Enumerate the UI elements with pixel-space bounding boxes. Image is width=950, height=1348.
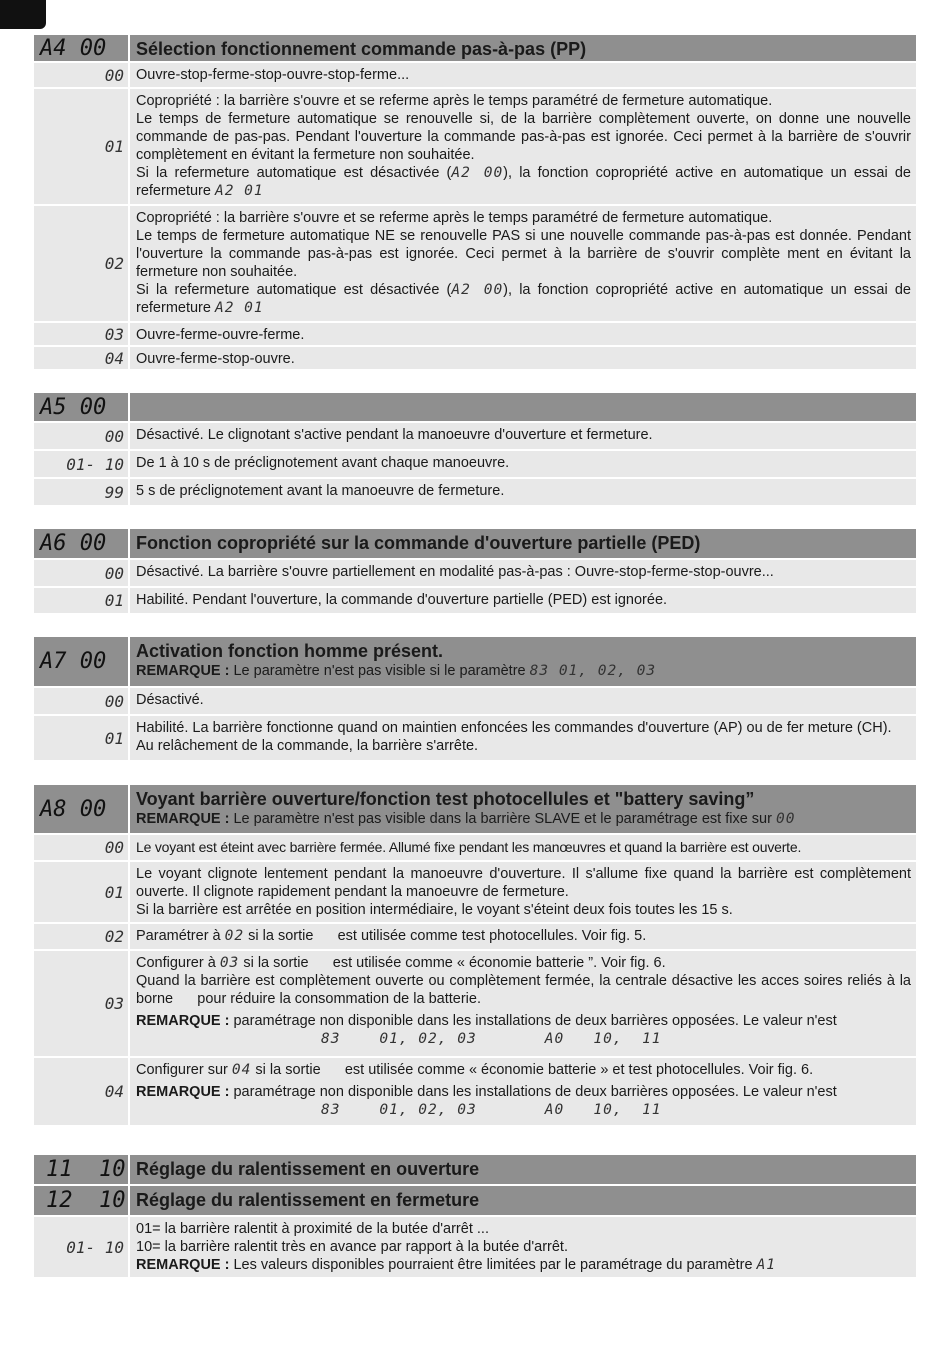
option-code: 01 (34, 716, 128, 760)
section-title: Fonction copropriété sur la commande d'ouverture partielle (PED) (130, 529, 916, 558)
section-a7 (34, 637, 916, 762)
section-a6 (34, 529, 916, 615)
option-code: 00 (34, 423, 128, 449)
option-text: Ouvre-ferme-ouvre-ferme. (130, 323, 916, 345)
option-text: Habilité. Pendant l'ouverture, la commande d'ouverture partielle (PED) est ignorée. (130, 588, 916, 613)
option-text: Configurer à 03 si la sortie est utilisée comme « économie batterie ”. Voir fig. 6. Quand la barrière est complètement ouverte ou complètement fermée, la centrale désactive les acces soires reliés à la borne pour réduire la consommation de la batterie. REMARQUE : paramétrage non disponible dans les installations de deux barrières opposées. Le valeur n'est 83 01, 02, 03 A0 10, 11 (130, 951, 916, 1056)
section-title: Réglage du ralentissement en fermeture (130, 1186, 916, 1215)
section-title: Voyant barrière ouverture/fonction test photocellules et "battery saving” REMARQUE : Le paramètre n'est pas visible dans la barrière SLAVE et le paramétrage est fixe sur 00 (130, 785, 916, 833)
option-text: Ouvre-stop-ferme-stop-ouvre-stop-ferme... (130, 63, 916, 87)
option-text: Copropriété : la barrière s'ouvre et se referme après le temps paramétré de fermeture automatique. Le temps de fermeture automatique se renouvelle si, de la barrière complètement ouverte, on donne une nouvelle commande de pas-pas. Pendant l'ouverture la commande pas-à-pas est ignorée. Ceci permet à la barrière de s'ouvrir complètement en évitant la fermeture non souhaitée. Si la refermeture automatique est désactivée (A2 00), la fonction copropriété active en automatique un essai de refermeture A2 01 (130, 89, 916, 204)
option-text: Désactivé. Le clignotant s'active pendant la manoeuvre d'ouverture et fermeture. (130, 423, 916, 449)
param-code: A7 00 (34, 637, 128, 686)
option-code: 00 (34, 688, 128, 714)
option-code: 00 (34, 835, 128, 860)
option-text: Désactivé. (130, 688, 916, 714)
option-code: 01 (34, 862, 128, 922)
option-text: Le voyant est éteint avec barrière fermée. Allumé fixe pendant les manœuvres et quand la barrière est ouverte. (130, 835, 916, 860)
option-code: 02 (34, 206, 128, 321)
section-title (130, 393, 916, 421)
option-text: Ouvre-ferme-stop-ouvre. (130, 347, 916, 369)
section-title: Réglage du ralentissement en ouverture (130, 1155, 916, 1184)
section-title: Sélection fonctionnement commande pas-à-pas (PP) (130, 35, 916, 61)
param-code: A6 00 (34, 529, 128, 558)
page-corner-tab (0, 0, 46, 29)
section-note: REMARQUE : Le paramètre n'est pas visible dans la barrière SLAVE et le paramétrage est fixe sur 00 (136, 811, 796, 827)
section-title: Activation fonction homme présent. REMARQUE : Le paramètre n'est pas visible si le paramètre 83 01, 02, 03 (130, 637, 916, 686)
option-code: 02 (34, 924, 128, 949)
option-text: Copropriété : la barrière s'ouvre et se referme après le temps paramétré de fermeture automatique. Le temps de fermeture automatique NE se renouvelle PAS si une nouvelle commande pas-à-pas est donnée. Pendant l'ouverture la commande pas-à-pas est ignorée. Ceci permet à la barrière de s'ouvrir complète ment en évitant la fermeture non souhaitée. Si la refermeture automatique est désactivée (A2 00), la fonction copropriété active en automatique un essai de refermeture A2 01 (130, 206, 916, 321)
option-code: 01- 10 (34, 1217, 128, 1277)
section-note: REMARQUE : Le paramètre n'est pas visible si le paramètre 83 01, 02, 03 (136, 663, 657, 679)
option-text: Configurer sur 04 si la sortie est utilisée comme « économie batterie » et test photocellules. Voir fig. 6. REMARQUE : paramétrage non disponible dans les installations de deux barrières opposées. Le valeur n'est 83 01, 02, 03 A0 10, 11 (130, 1058, 916, 1125)
option-code: 01 (34, 588, 128, 613)
section-slowdown (34, 1155, 916, 1279)
option-code: 99 (34, 479, 128, 505)
option-code: 04 (34, 1058, 128, 1125)
option-code: 04 (34, 347, 128, 369)
option-text: Paramétrer à 02 si la sortie est utilisée comme test photocellules. Voir fig. 5. (130, 924, 916, 949)
option-code: 01 (34, 89, 128, 204)
option-text: De 1 à 10 s de préclignotement avant chaque manoeuvre. (130, 451, 916, 477)
option-code: 00 (34, 63, 128, 87)
param-code: A5 00 (34, 393, 128, 421)
option-text: 01= la barrière ralentit à proximité de la butée d'arrêt ... 10= la barrière ralentit très en avance par rapport à la butée d'arrêt. REMARQUE : Les valeurs disponibles pourraient être limitées par le paramétrage du paramètre A1 (130, 1217, 916, 1277)
option-text: Le voyant clignote lentement pendant la manoeuvre d'ouverture. Il s'allume fixe quand la barrière est complètement ouverte. Il clignote rapidement pendant la manoeuvre de fermeture. Si la barrière est arrêtée en position intermédiaire, le voyant s'éteint deux fois toutes les 15 s. (130, 862, 916, 922)
section-a5 (34, 393, 916, 507)
option-text: Habilité. La barrière fonctionne quand on maintien enfoncées les commandes d'ouverture (AP) ou de fer meture (CH). Au relâchement de la commande, la barrière s'arrête. (130, 716, 916, 760)
option-text: Désactivé. La barrière s'ouvre partiellement en modalité pas-à-pas : Ouvre-stop-ferme-stop-ouvre... (130, 560, 916, 586)
option-code: 03 (34, 951, 128, 1056)
option-code: 00 (34, 560, 128, 586)
section-a4 (34, 35, 916, 371)
option-code: 03 (34, 323, 128, 345)
option-text: 5 s de préclignotement avant la manoeuvre de fermeture. (130, 479, 916, 505)
param-code: 12 10 (34, 1186, 128, 1215)
option-code: 01- 10 (34, 451, 128, 477)
param-code: A8 00 (34, 785, 128, 833)
param-code: A4 00 (34, 35, 128, 61)
param-code: 11 10 (34, 1155, 128, 1184)
section-a8 (34, 785, 916, 1127)
